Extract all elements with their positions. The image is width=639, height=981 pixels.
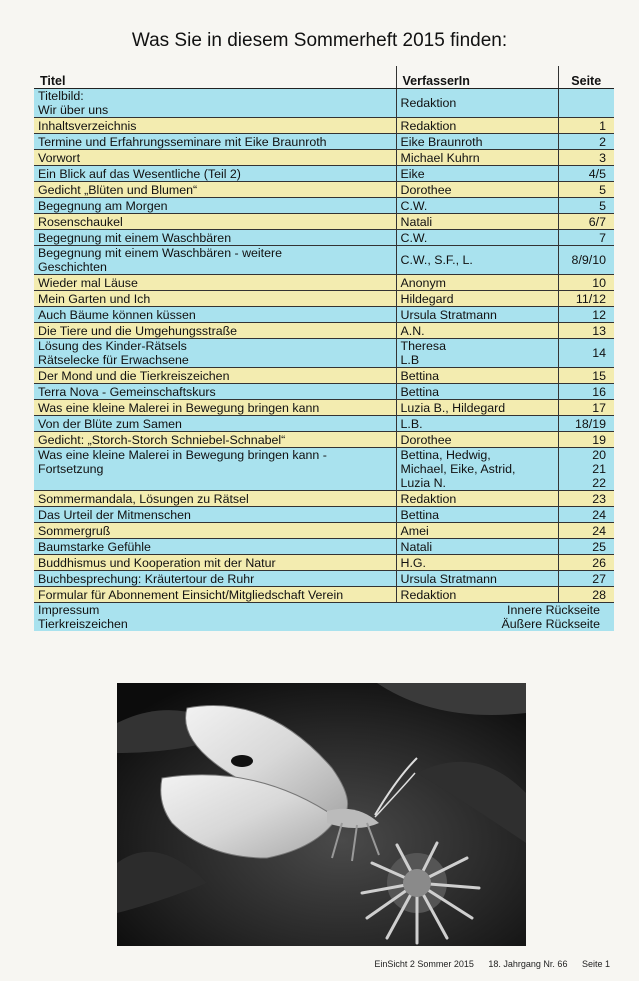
entry-title [34,539,396,555]
table-row [34,571,614,587]
entry-title-line: Rosenschaukel [38,214,123,229]
entry-title-line: Impressum [38,603,100,617]
entry-author-line: Natali [400,539,433,554]
entry-title-line: Formular für Abonnement Einsicht/Mitgliedschaft Verein [38,587,344,602]
table-row [34,523,614,539]
entry-back-cover-page-line: Äußere Rückseite [501,617,600,631]
entry-page [558,291,614,307]
entry-author-line: Natali [400,214,433,229]
footer-page: Seite 1 [581,959,610,969]
entry-page [558,134,614,150]
table-row [34,246,614,275]
entry-page [558,539,614,555]
entry-title [34,400,396,416]
entry-author [396,198,558,214]
page-heading: Was Sie in diesem Sommerheft 2015 finden: [131,30,508,51]
entry-author [396,323,558,339]
entry-author-line: A.N. [400,323,425,338]
entry-page-line: 1 [599,118,606,133]
table-row [34,507,614,523]
entry-title [34,246,396,275]
entry-page-line: 11/12 [575,291,606,306]
entry-page [558,275,614,291]
entry-author [396,384,558,400]
entry-author-line: Michael Kuhrn [400,150,480,165]
entry-page [558,448,614,491]
entry-page [558,150,614,166]
entry-page [558,339,614,368]
entry-author-line: C.W. [400,230,428,245]
table-row [34,166,614,182]
entry-page [558,182,614,198]
entry-page-line: 2 [599,134,606,149]
entry-title [34,275,396,291]
entry-author-line: C.W., S.F., L. [400,253,473,267]
footer-volume: 18. Jahrgang Nr. 66 [488,959,568,969]
butterfly-photo [117,683,526,946]
entry-title-line: Fortsetzung [38,462,104,476]
entry-page-line: 5 [599,198,606,213]
entry-title-line: Buddhismus und Kooperation mit der Natur [38,555,276,570]
entry-page-line: 23 [592,491,606,506]
table-row [34,384,614,400]
entry-page [558,400,614,416]
entry-title [34,491,396,507]
entry-page-line: 5 [599,182,606,197]
entry-author-line: Dorothee [400,432,452,447]
entry-title-line: Rätselecke für Erwachsene [38,353,189,367]
entry-title-line: Terra Nova - Gemeinschaftskurs [38,384,216,399]
entry-title [34,432,396,448]
entry-author-line: Ursula Stratmann [400,307,497,322]
entry-author-line: Hildegard [400,291,454,306]
entry-page-line: 19 [592,432,606,447]
entry-title-line: Lösung des Kinder-Rätsels [38,339,187,353]
entry-author [396,307,558,323]
entry-page-line: 17 [592,400,606,415]
table-row [34,323,614,339]
entry-title-line: Wieder mal Läuse [38,275,138,290]
entry-author [396,416,558,432]
entry-title-line: Geschichten [38,260,107,274]
table-row [34,400,614,416]
entry-back-cover-page-line: Innere Rückseite [507,603,600,617]
entry-author [396,118,558,134]
table-of-contents [34,66,614,631]
entry-title-line: Baumstarke Gefühle [38,539,151,554]
entry-title-line: Begegnung am Morgen [38,198,168,213]
entry-page [558,432,614,448]
entry-page-line: 21 [592,462,606,476]
entry-page-line: 16 [592,384,606,399]
entry-title-line: Das Urteil der Mitmenschen [38,507,191,522]
entry-page-line: 22 [592,476,606,490]
entry-page-line: 26 [592,555,606,570]
butterfly-on-flower-image [117,683,526,946]
table-row [34,182,614,198]
entry-title [34,166,396,182]
entry-author [396,214,558,230]
table-row [34,339,614,368]
entry-title [34,214,396,230]
table-row [34,432,614,448]
entry-title-line [38,476,394,490]
entry-page [558,587,614,603]
table-row [34,587,614,603]
entry-title [34,307,396,323]
footer-issue: EinSicht 2 Sommer 2015 [374,959,474,969]
entry-title-line: Ein Blick auf das Wesentliche (Teil 2) [38,166,241,181]
entry-title [34,182,396,198]
entry-title-line: Inhaltsverzeichnis [38,118,137,133]
table-row [34,448,614,491]
entry-author-line: Dorothee [400,182,452,197]
column-header-title: Titel [34,66,396,89]
entry-page-line [563,96,607,110]
entry-title-line: Termine und Erfahrungsseminare mit Eike Braunroth [38,134,327,149]
entry-author-line: Anonym [400,275,446,290]
entry-author [396,400,558,416]
entry-title [34,571,396,587]
entry-author-line: C.W. [400,198,428,213]
entry-title [34,323,396,339]
entry-author [396,339,558,368]
entry-page-line: 13 [592,323,606,338]
entry-page [558,118,614,134]
entry-page-line: 18/19 [574,416,606,431]
entry-title-line: Tierkreiszeichen [38,617,128,631]
entry-author [396,523,558,539]
entry-title-line: Begegnung mit einem Waschbären [38,230,232,245]
column-header-author: VerfasserIn [396,66,558,89]
page-footer [0,959,610,969]
entry-title [34,507,396,523]
entry-author [396,368,558,384]
entry-page-line: 20 [592,448,606,462]
entry-title [34,150,396,166]
entry-author-line: Redaktion [400,587,457,602]
entry-title [34,339,396,368]
entry-title [34,230,396,246]
table-row [34,150,614,166]
entry-page [558,416,614,432]
entry-page-line: 8/9/10 [571,253,606,267]
entry-author-line: L.B. [400,416,423,431]
entry-title-line: Von der Blüte zum Samen [38,416,182,431]
entry-author [396,275,558,291]
table-row [34,230,614,246]
entry-title-line: Was eine kleine Malerei in Bewegung bringen kann - [38,448,327,462]
entry-author-line: Eike [400,166,425,181]
entry-page-line: 14 [592,346,606,360]
entry-author [396,571,558,587]
entry-author [396,587,558,603]
entry-title-line: Vorwort [38,150,81,165]
entry-page [558,323,614,339]
entry-title [34,198,396,214]
entry-author-line: Bettina [400,384,440,399]
entry-author-line: Redaktion [400,96,457,110]
entry-author-line: Amei [400,523,429,538]
entry-page [558,246,614,275]
entry-author [396,134,558,150]
entry-page-line: 3 [599,150,606,165]
entry-page-line: 27 [592,571,606,586]
entry-author-line: Bettina [400,368,440,383]
entry-page [558,555,614,571]
table-row [34,491,614,507]
entry-title-line: Die Tiere und die Umgehungsstraße [38,323,238,338]
entry-author [396,150,558,166]
table-row [34,307,614,323]
entry-author-line: Theresa [400,339,446,353]
entry-title-line: Begegnung mit einem Waschbären - weitere [38,246,283,260]
entry-author [396,246,558,275]
entry-title-line: Titelbild: [38,89,84,103]
entry-page-line: 7 [599,230,606,245]
entry-author-line: L.B [400,353,420,367]
entry-author [396,89,558,118]
entry-page [558,89,614,118]
entry-page [558,384,614,400]
entry-author-line: Redaktion [400,491,457,506]
entry-page-line: 10 [592,275,606,290]
table-row [34,89,614,118]
entry-author-line: Luzia N. [400,476,446,490]
entry-page-line: 15 [592,368,606,383]
entry-page-line: 24 [592,523,606,538]
entry-page-line: 24 [592,507,606,522]
entry-title [34,384,396,400]
entry-page [558,491,614,507]
table-row [34,214,614,230]
entry-author [396,555,558,571]
entry-author [396,291,558,307]
entry-page [558,214,614,230]
entry-page [558,523,614,539]
entry-author [396,230,558,246]
entry-page [558,166,614,182]
entry-title-line: Mein Garten und Ich [38,291,151,306]
table-row [34,555,614,571]
entry-author-line: Luzia B., Hildegard [400,400,506,415]
entry-author-line: H.G. [400,555,426,570]
entry-back-cover-page [396,603,614,632]
entry-page [558,571,614,587]
table-row [34,134,614,150]
entry-author-line: Redaktion [400,118,457,133]
entry-title [34,368,396,384]
entry-title-line: Sommermandala, Lösungen zu Rätsel [38,491,249,506]
entry-page-line: 28 [592,587,606,602]
entry-page [558,198,614,214]
entry-title-line: Sommergruß [38,523,111,538]
entry-title-line: Der Mond und die Tierkreiszeichen [38,368,230,383]
table-header-row [34,66,614,89]
entry-title-line: Gedicht: „Storch-Storch Schniebel-Schnabel“ [38,432,286,447]
entry-page [558,230,614,246]
entry-page-line: 25 [592,539,606,554]
entry-title [34,603,396,632]
entry-title-line: Wir über uns [38,103,109,117]
table-body [34,89,614,632]
entry-title-line: Buchbesprechung: Kräutertour de Ruhr [38,571,255,586]
entry-page [558,507,614,523]
entry-title-line: Gedicht „Blüten und Blumen“ [38,182,198,197]
entry-author [396,432,558,448]
entry-title [34,89,396,118]
entry-title [34,118,396,134]
entry-title [34,134,396,150]
entry-title [34,523,396,539]
table-row [34,275,614,291]
entry-author-line: Michael, Eike, Astrid, [400,462,516,476]
column-header-page: Seite [558,66,614,89]
entry-author-line: Bettina, Hedwig, [400,448,491,462]
table-row [34,118,614,134]
entry-author-line: Bettina [400,507,440,522]
entry-author [396,166,558,182]
table-row [34,368,614,384]
entry-author-line: Eike Braunroth [400,134,483,149]
entry-page-line: 6/7 [588,214,606,229]
entry-author [396,491,558,507]
entry-title [34,555,396,571]
entry-author [396,507,558,523]
table-row [34,291,614,307]
table-row [34,416,614,432]
entry-page [558,368,614,384]
entry-author [396,448,558,491]
entry-author-line: Ursula Stratmann [400,571,497,586]
entry-title [34,587,396,603]
entry-page [558,307,614,323]
table-row [34,539,614,555]
entry-page-line: 12 [592,307,606,322]
entry-title [34,448,396,491]
entry-page-line: 4/5 [588,166,606,181]
entry-author [396,182,558,198]
entry-author [396,539,558,555]
table-row-back-cover [34,603,614,632]
entry-title-line: Auch Bäume können küssen [38,307,196,322]
entry-title [34,291,396,307]
table-row [34,198,614,214]
entry-title-line: Was eine kleine Malerei in Bewegung bringen kann [38,400,320,415]
entry-title [34,416,396,432]
